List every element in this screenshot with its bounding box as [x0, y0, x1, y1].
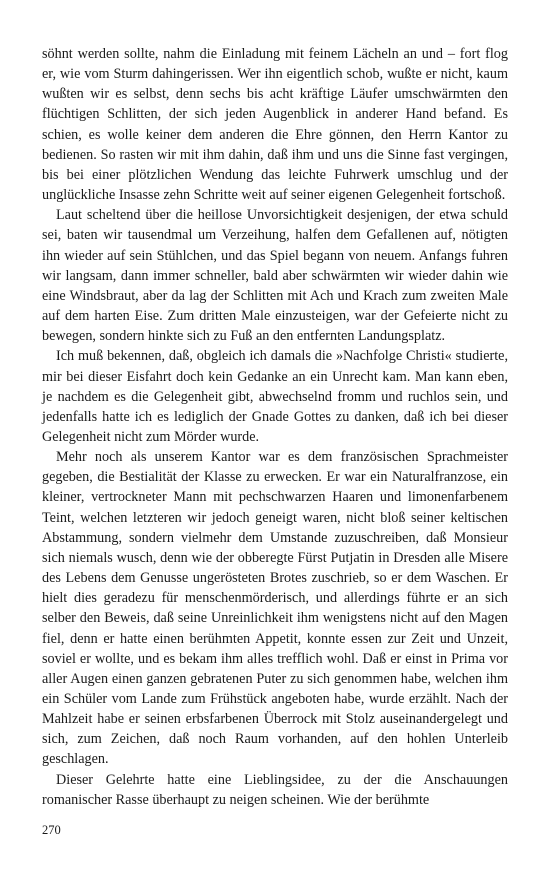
- paragraph-2: Laut scheltend über die heillose Unvorsichtigkeit desjenigen, der etwa schuld sei, baten wir tausendmal um Verzeihung, halfen dem Gefallenen auf, nötigten ihn wieder auf sein Stühlchen, und das Spiel begann von neuem. Anfangs fuhren wir langsam, dann immer schneller, bald aber schwärmten wir wieder dahin wie eine Windsbraut, aber da lag der Schlitten mit Ach und Krach zum zweiten Male auf dem harten Eise. Zum dritten Male einzusteigen, war der Gefeierte nicht zu bewegen, sondern hinkte sich zu Fuß an den entfernten Landungsplatz.: [42, 207, 508, 345]
- paragraph-5: Dieser Gelehrte hatte eine Lieblingsidee, zu der die Anschauungen romanischer Rasse überhaupt zu neigen scheinen. Wie der berühmte: [42, 771, 508, 808]
- page-number: 270: [42, 823, 61, 837]
- paragraph-1: söhnt werden sollte, nahm die Einladung mit feinem Lächeln an und – fort flog er, wie vom Sturm dahingerissen. Wer ihn eigentlich schob, wußte er nicht, kaum wußten wir es selbst, denn sechs bis acht kräftige Läufer umschwärmten den flüchtigen Schlitten, der sich jeden Augenblick in anderer Hand befand. Es schien, es wolle keiner dem anderen die Ehre gönnen, den Herrn Kantor zu bedienen. So rasten wir mit ihm dahin, daß ihm und uns die Sinne fast vergingen, bis bei einer plötzlichen Wendung das leichte Fuhrwerk umschlug und der unglückliche Insasse zehn Schritte weit auf seiner eigenen Gelegenheit fortschoß.: [42, 46, 508, 204]
- paragraph-3: Ich muß bekennen, daß, obgleich ich damals die »Nachfolge Christi« studierte, mir bei dieser Eisfahrt doch kein Gedanke an ein Unrecht kam. Man kann eben, je nachdem es die Gelegenheit gibt, abwechselnd fromm und ruchlos sein, und jedenfalls hatte ich es lediglich der Gnade Gottes zu danken, daß ich bei dieser Gelegenheit nicht zum Mörder wurde.: [42, 348, 508, 445]
- body-text: [42, 44, 508, 810]
- paragraph-4: Mehr noch als unserem Kantor war es dem französischen Sprachmeister gegeben, die Bestialität der Klasse zu erwecken. Er war ein Naturalfranzose, ein kleiner, vertrockneter Mann mit pechschwarzen Haaren und limonenfarbenem Teint, welchen letzteren wir jedoch geneigt waren, nicht bloß seiner keltischen Abstammung, sondern vielmehr dem Umstande zuzuschreiben, daß Monsieur sich niemals wusch, denn wie der obberegte Fürst Putjatin in Dresden alle Misere des Lebens dem Genusse ungerösteten Brotes zuschrieb, so er dem Waschen. Er hielt dies geradezu für menschenmörderisch, und allerdings führte er an sich selber den Beweis, daß seine Unreinlichkeit ihm wenigstens nicht auf den Magen fiel, denn er hatte einen berühmten Appetit, konnte essen zur Zeit und Unzeit, soviel er wollte, und es bekam ihm alles trefflich wohl. Daß er einst in Prima vor aller Augen einen ganzen gebratenen Puter zu sich genommen habe, welchen ihm ein Schüler vom Lande zum Frühstück angeboten habe, wurde erzählt. Nach der Mahlzeit habe er seinen erbsfarbenen Überrock mit Stolz auseinandergelegt und sich, zum Zeichen, daß noch Raum vorhanden, auf den hohlen Unterleib geschlagen.: [42, 449, 508, 768]
